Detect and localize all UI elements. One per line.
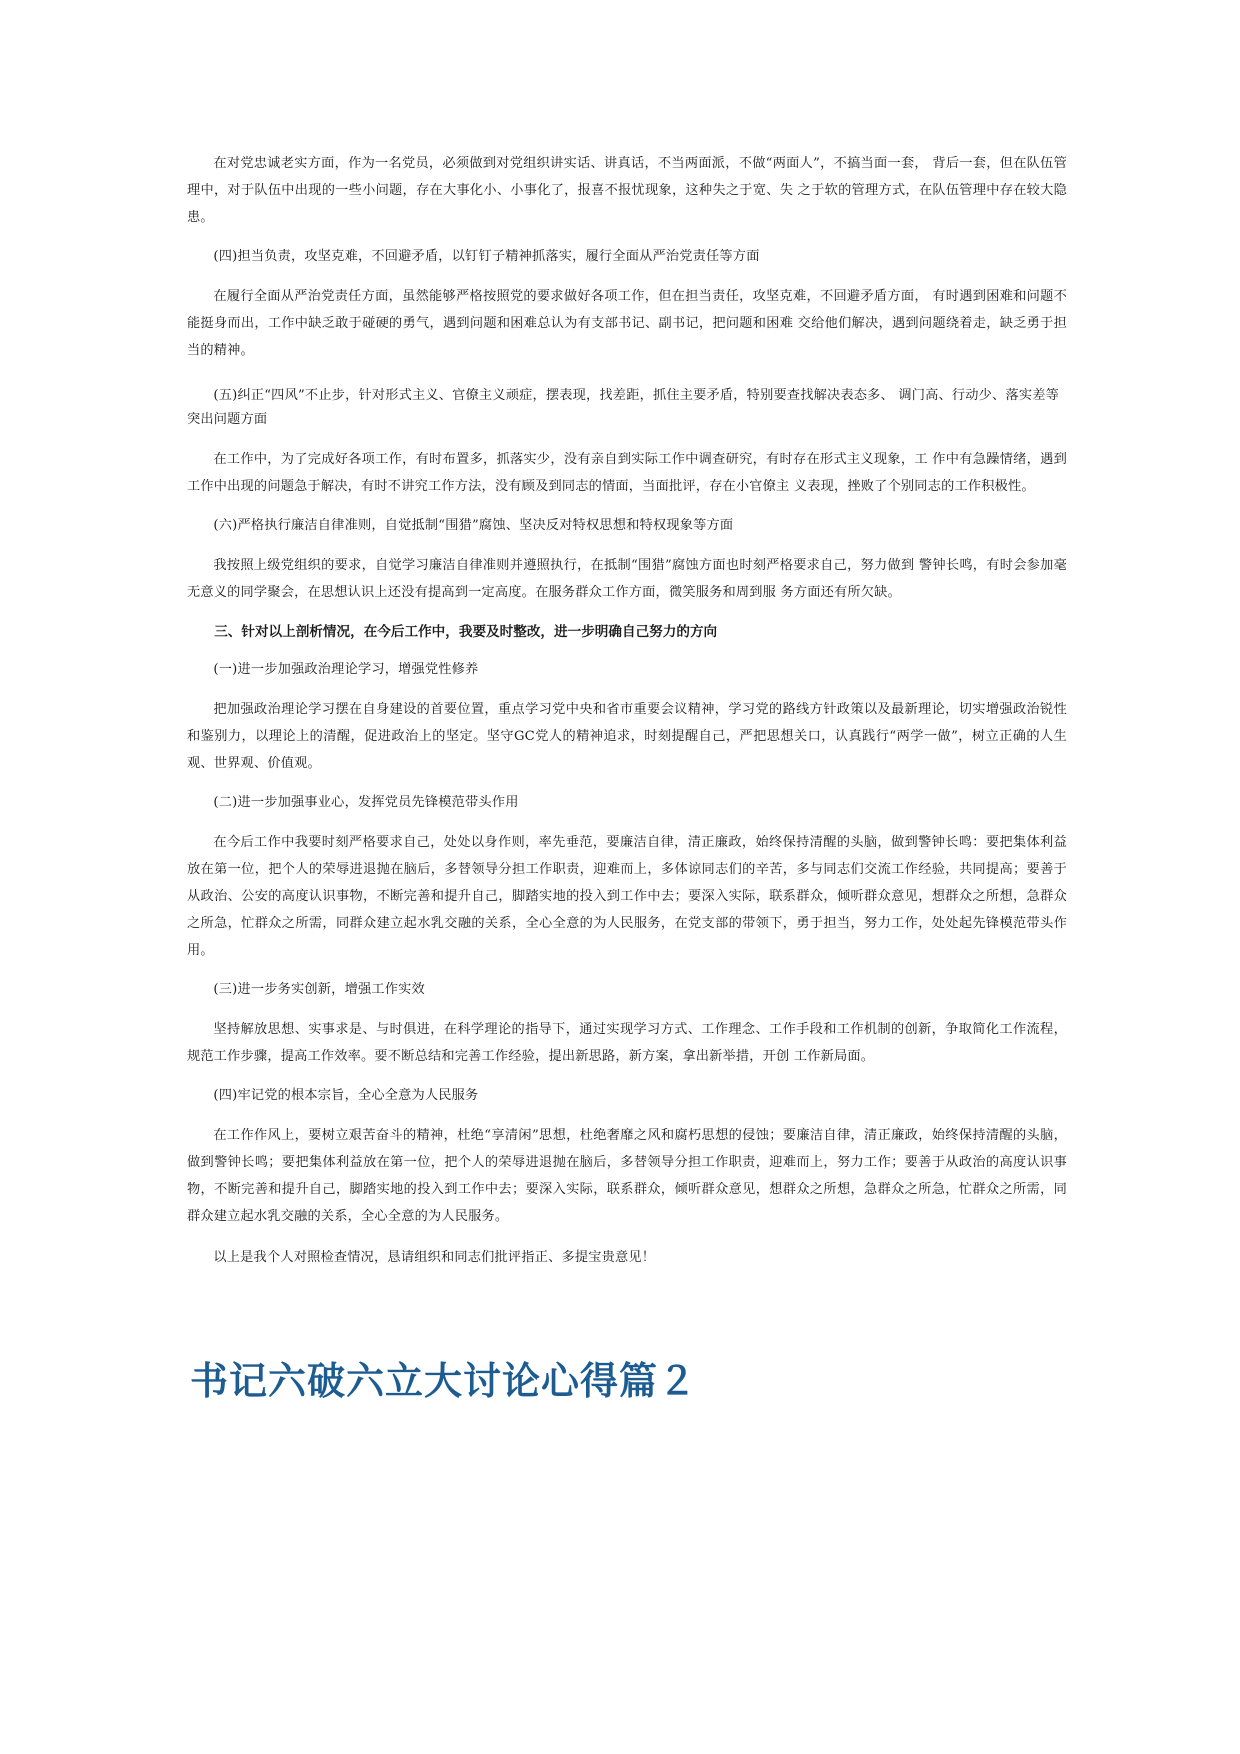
paragraph-vanguard: 在今后工作中我要时刻严格要求自己，处处以身作则，率先垂范，要廉洁自律，清正廉政，始终保持清醒的头脑，做到警钟长鸣：要把集体利益放在第一位，把个人的荣辱进退抛在脑后，多替领导分担工作职责，迎难而上，多体谅同志们的辛苦，多与同志们交流工作经验，共同提高；要善于从政治、公安的高度认识事物，不断完善和提升自己，脚踏实地的投入到工作中去；要深入实际，联系群众，倾听群众意见，想群众之所想，急群众之所急，忙群众之所需，同群众建立起水乳交融的关系，全心全意的为人民服务，在党支部的带领下，勇于担当，努力工作，处处起先锋模范带头作用。 [187,835,1067,958]
paragraph-integrity: 我按照上级党组织的要求，自觉学习廉洁自律准则并遵照执行，在抵制“围猎”腐蚀方面也时刻严格要求自己，努力做到 警钟长鸣，有时会参加毫无意义的同学聚会，在思想认识上还没有提高到一定高度。在服务群众工作方面，微笑服务和周到服 务方面还有所欠缺。 [187,558,1067,600]
subheading-integrity: (六)严格执行廉洁自律准则，自觉抵制“围猎”腐蚀、坚决反对特权思想和特权现象等方面 [213,518,734,533]
subheading-theory: (一)进一步加强政治理论学习，增强党性修养 [213,662,479,677]
document-body [187,150,1067,1271]
paragraph-closing: 以上是我个人对照检查情况，恳请组织和同志们批评指正、多提宝贵意见！ [213,1250,656,1265]
paragraph-loyalty: 在对党忠诚老实方面，作为一名党员，必须做到对党组织讲实话、讲真话，不当两面派，不做“两面人”，不搞当面一套， 背后一套，但在队伍管理中，对于队伍中出现的一些小问题，存在大事化小、小事化了，报喜不报忧现象，这种失之于宽、失 之于软的管理方式，在队伍管理中存在较大隐患。 [187,156,1067,225]
paragraph-innovation: 坚持解放思想、实事求是、与时俱进，在科学理论的指导下，通过实现学习方式、工作理念、工作手段和工作机制的创新，争取简化工作流程，规范工作步骤，提高工作效率。要不断总结和完善工作经验，提出新思路，新方案，拿出新举措，开创 工作新局面。 [187,1022,1067,1064]
paragraph-theory: 把加强政治理论学习摆在自身建设的首要位置，重点学习党中央和省市重要会议精神，学习党的路线方针政策以及最新理论，切实增强政治锐性和鉴别力，以理论上的清醒，促进政治上的坚定。坚守GC党人的精神追求，时刻提醒自己，严把思想关口，认真践行“两学一做”，树立正确的人生观、世界观、价值观。 [187,702,1067,771]
paragraph-purpose: 在工作作风上，要树立艰苦奋斗的精神，杜绝“享清闲”思想，杜绝奢靡之风和腐朽思想的侵蚀；要廉洁自律，清正廉政，始终保持清醒的头脑，做到警钟长鸣；要把集体利益放在第一位，把个人的荣辱进退抛在脑后，多替领导分担工作职责，迎难而上，努力工作；要善于从政治的高度认识事物，不断完善和提升自己，脚踏实地的投入到工作中去；要深入实际，联系群众，倾听群众意见，想群众之所想，急群众之所急，忙群众之所需，同群众建立起水乳交融的关系，全心全意的为人民服务。 [187,1128,1067,1224]
subheading-four-winds: (五)纠正“四风”不止步，针对形式主义、官僚主义顽症，摆表现，找差距，抓住主要矛盾，特别要查找解决表态多、 调门高、行动少、落实差等突出问题方面 [187,388,1059,427]
paragraph-four-winds: 在工作中，为了完成好各项工作，有时布置多，抓落实少，没有亲自到实际工作中调查研究，有时存在形式主义现象，工 作中有急躁情绪，遇到工作中出现的问题急于解决，有时不讲究工作方法，没有顾及到同志的情面，当面批评，存在小官僚主 义表现，挫败了个别同志的工作积极性。 [187,452,1067,494]
section-heading-three: 三、针对以上剖析情况，在今后工作中，我要及时整改，进一步明确自己努力的方向 [214,624,718,640]
subheading-vanguard: (二)进一步加强事业心，发挥党员先锋模范带头作用 [213,795,519,810]
subheading-purpose: (四)牢记党的根本宗旨，全心全意为人民服务 [213,1088,479,1103]
paragraph-responsibility: 在履行全面从严治党责任方面，虽然能够严格按照党的要求做好各项工作，但在担当责任，攻坚克难，不回避矛盾方面， 有时遇到困难和问题不能挺身而出，工作中缺乏敢于碰硬的勇气，遇到问题和困难总认为有支部书记、副书记，把问题和困难 交给他们解决，遇到问题绕着走，缺乏勇于担当的精神。 [187,289,1067,358]
subheading-innovation: (三)进一步务实创新，增强工作实效 [213,982,425,997]
subheading-responsibility: (四)担当负责，攻坚克难，不回避矛盾，以钉钉子精神抓落实，履行全面从严治党责任等方面 [213,249,760,264]
next-article-title: 书记六破六立大讨论心得篇２ [190,1359,698,1403]
